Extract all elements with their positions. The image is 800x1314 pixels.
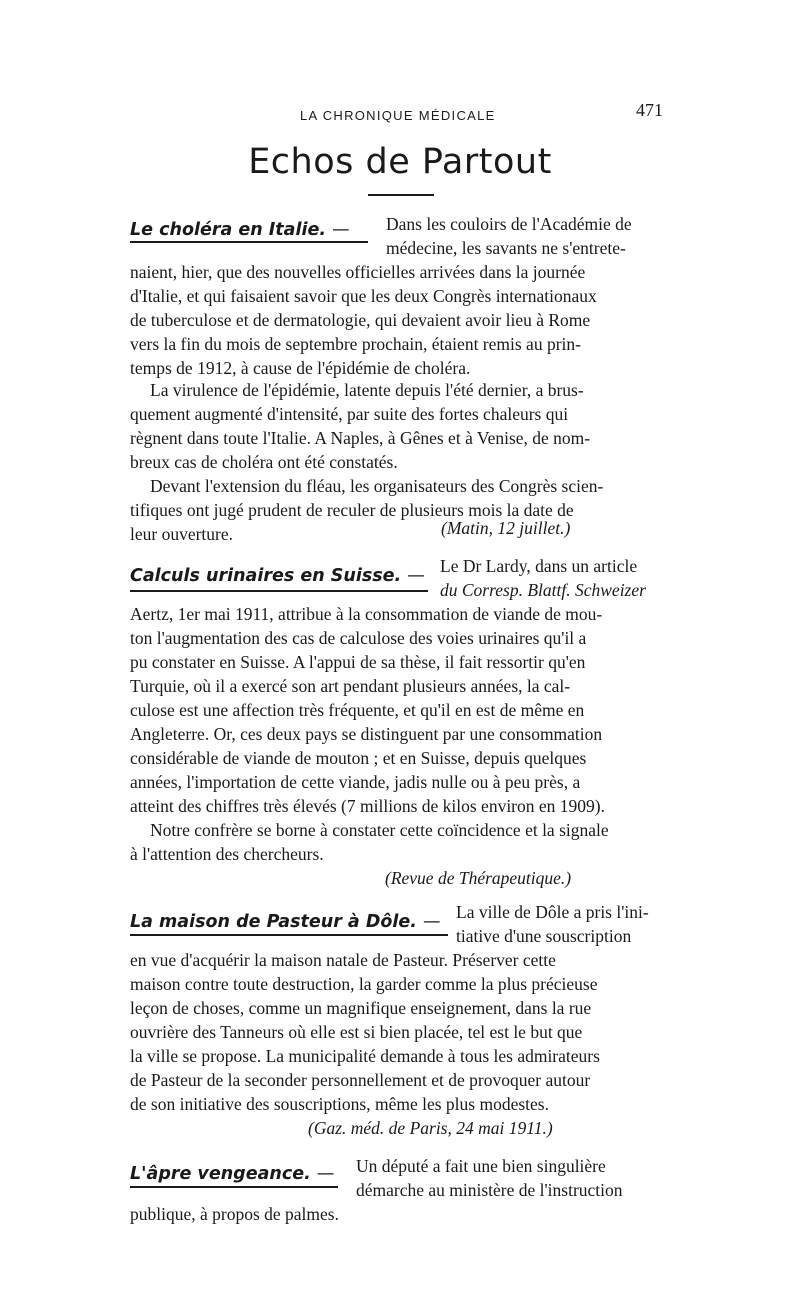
- source-citation: (Matin, 12 juillet.): [441, 518, 571, 538]
- text-line: La virulence de l'épidémie, latente depuis l'été dernier, a brus-: [150, 380, 584, 400]
- text-line: Devant l'extension du fléau, les organisateurs des Congrès scien-: [150, 476, 604, 496]
- text-line: atteint des chiffres très élevés (7 millions de kilos environ en 1909).: [130, 796, 605, 816]
- text-line: maison contre toute destruction, la garder comme la plus précieuse: [130, 974, 598, 994]
- text-line: de Pasteur de la seconder personnellement et de provoquer autour: [130, 1070, 591, 1090]
- text-line: quement augmenté d'intensité, par suite des fortes chaleurs qui: [130, 404, 569, 424]
- text-line: de tuberculose et de dermatologie, qui devaient avoir lieu à Rome: [130, 310, 591, 330]
- text-line: Turquie, où il a exercé son art pendant plusieurs années, la cal-: [130, 676, 571, 696]
- text-line: médecine, les savants ne s'entrete-: [386, 238, 626, 258]
- text-line: de son initiative des souscriptions, même les plus modestes.: [130, 1094, 549, 1114]
- page-number: 471: [636, 100, 663, 120]
- heading-rule: [130, 590, 428, 592]
- text-line: leur ouverture.: [130, 524, 234, 544]
- heading-rule: [130, 241, 368, 243]
- text-line: naient, hier, que des nouvelles officielles arrivées dans la journée: [130, 262, 586, 282]
- text-line: considérable de viande de mouton ; et en Suisse, depuis quelques: [130, 748, 587, 768]
- text-line: tifiques ont jugé prudent de reculer de plusieurs mois la date de: [130, 500, 574, 520]
- text-line: publique, à propos de palmes.: [130, 1204, 339, 1224]
- text-line: règnent dans toute l'Italie. A Naples, à Gênes et à Venise, de nom-: [130, 428, 591, 448]
- text-line: Un député a fait une bien singulière: [356, 1156, 606, 1176]
- article-heading-calculs: Calculs urinaires en Suisse. —: [130, 566, 425, 586]
- text-line: d'Italie, et qui faisaient savoir que les deux Congrès internationaux: [130, 286, 597, 306]
- running-head: LA CHRONIQUE MÉDICALE: [300, 108, 496, 123]
- text-line: culose est une affection très fréquente, et qu'il en est de même en: [130, 700, 585, 720]
- article-heading-cholera: Le choléra en Italie. —: [130, 220, 350, 240]
- source-citation: (Gaz. méd. de Paris, 24 mai 1911.): [308, 1118, 553, 1138]
- heading-rule: [130, 1186, 338, 1188]
- text-line: leçon de choses, comme un magnifique enseignement, dans la rue: [130, 998, 592, 1018]
- text-line: Dans les couloirs de l'Académie de: [386, 214, 632, 234]
- text-line: Aertz, 1er mai 1911, attribue à la consommation de viande de mou-: [130, 604, 603, 624]
- text-line: années, l'importation de cette viande, jadis nulle ou à peu près, a: [130, 772, 581, 792]
- page-title: Echos de Partout: [248, 142, 552, 182]
- article-heading-vengeance: L'âpre vengeance. —: [130, 1164, 335, 1184]
- text-line: vers la fin du mois de septembre prochain, étaient remis au prin-: [130, 334, 581, 354]
- text-line: Notre confrère se borne à constater cette coïncidence et la signale: [150, 820, 609, 840]
- text-line: ouvrière des Tanneurs où elle est si bien placée, tel est le but que: [130, 1022, 583, 1042]
- text-line: démarche au ministère de l'instruction: [356, 1180, 623, 1200]
- title-divider: [368, 194, 434, 196]
- text-line: la ville se propose. La municipalité demande à tous les admirateurs: [130, 1046, 600, 1066]
- source-citation: (Revue de Thérapeutique.): [385, 868, 572, 888]
- text-line: temps de 1912, à cause de l'épidémie de choléra.: [130, 358, 471, 378]
- text-line: en vue d'acquérir la maison natale de Pasteur. Préserver cette: [130, 950, 556, 970]
- text-line: du Corresp. Blattf. Schweizer: [440, 580, 646, 600]
- text-line: pu constater en Suisse. A l'appui de sa thèse, il fait ressortir qu'en: [130, 652, 586, 672]
- text-line: Le Dr Lardy, dans un article: [440, 556, 638, 576]
- article-heading-pasteur: La maison de Pasteur à Dôle. —: [130, 912, 441, 932]
- heading-rule: [130, 934, 448, 936]
- text-line: à l'attention des chercheurs.: [130, 844, 324, 864]
- text-line: ton l'augmentation des cas de calculose des voies urinaires qu'il a: [130, 628, 587, 648]
- text-line: tiative d'une souscription: [456, 926, 632, 946]
- text-line: Angleterre. Or, ces deux pays se distinguent par une consommation: [130, 724, 603, 744]
- text-line: La ville de Dôle a pris l'ini-: [456, 902, 649, 922]
- text-line: breux cas de choléra ont été constatés.: [130, 452, 398, 472]
